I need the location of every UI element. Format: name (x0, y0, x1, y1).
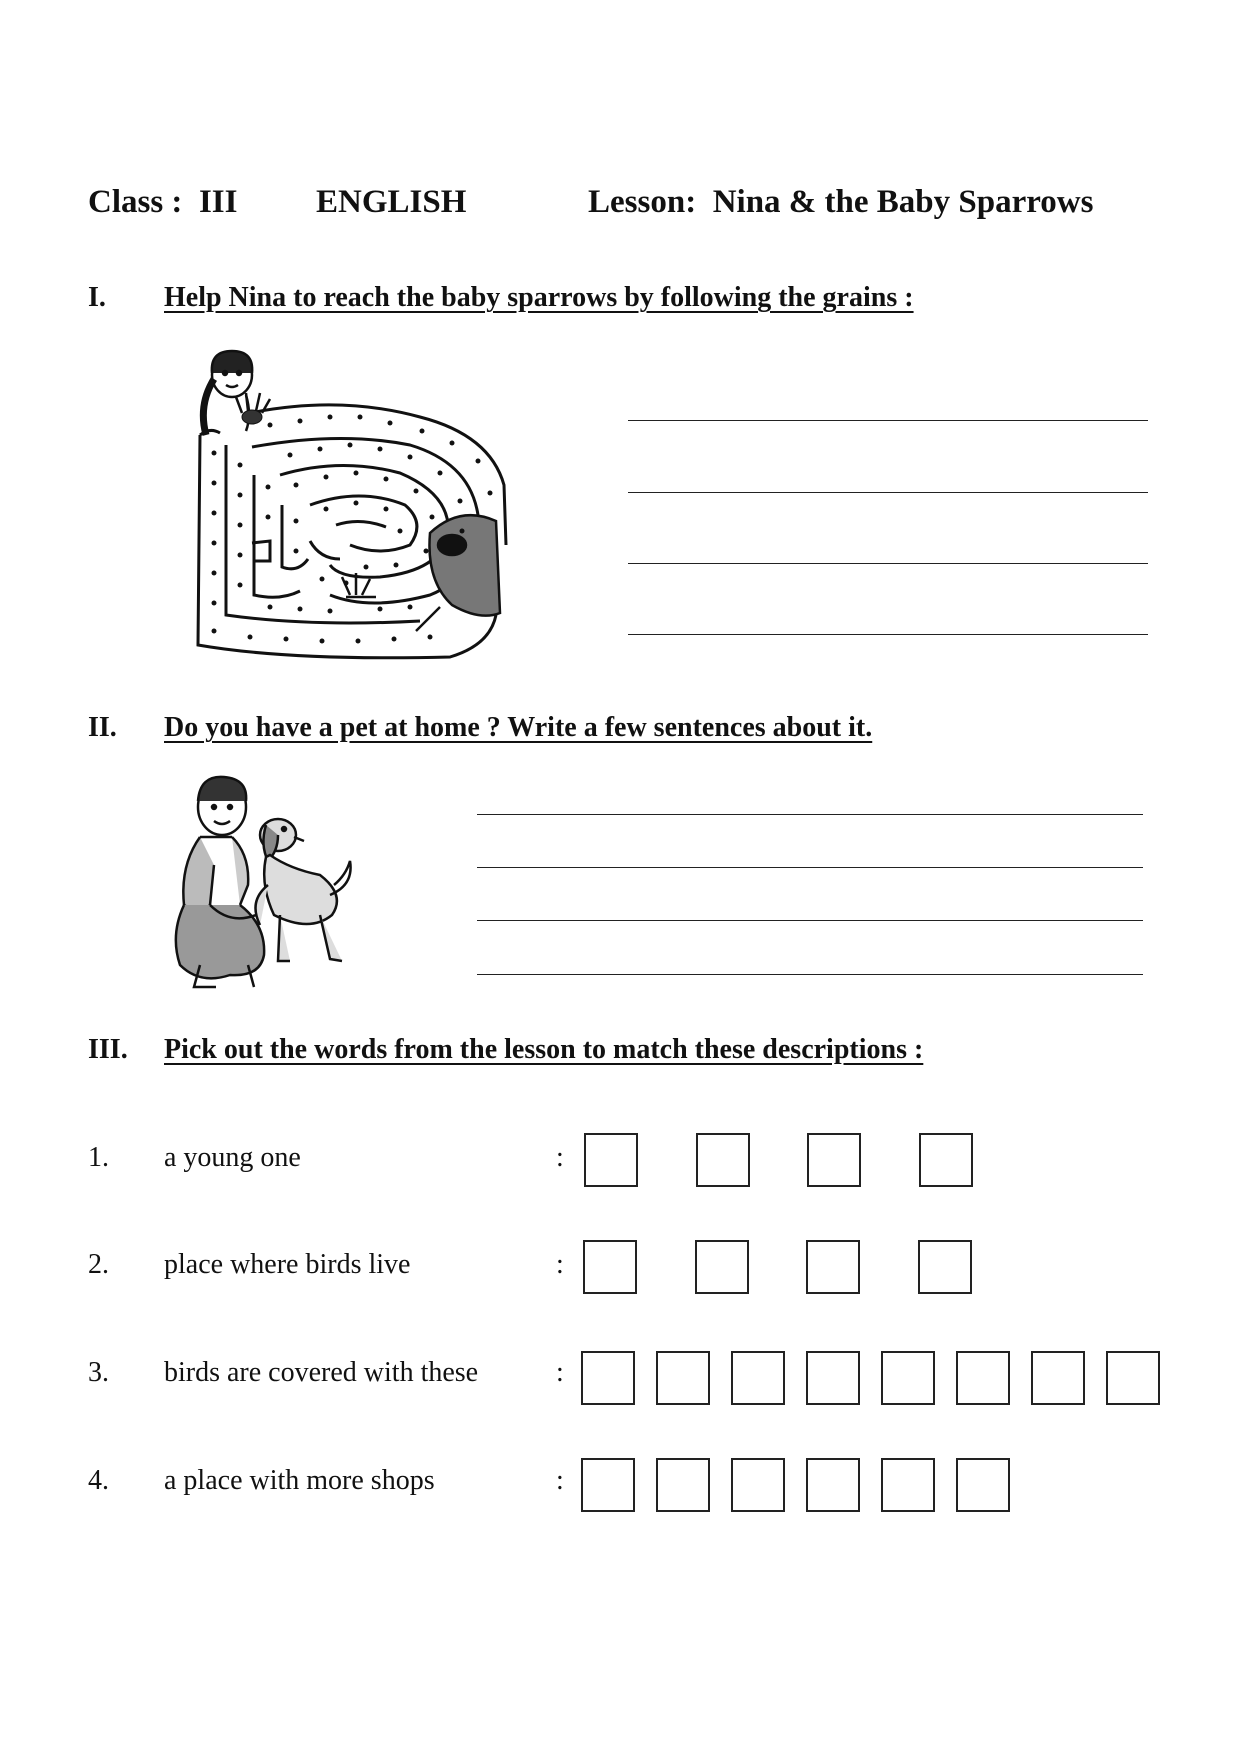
lesson-heading: Lesson: Nina & the Baby Sparrows (588, 184, 1094, 220)
letter-box[interactable] (919, 1133, 973, 1187)
class-label: Class : III (88, 184, 238, 220)
answer-line[interactable] (477, 867, 1143, 868)
answer-line[interactable] (477, 920, 1143, 921)
question-3-number: III. (88, 1034, 128, 1065)
item-3-number: 3. (88, 1357, 109, 1388)
letter-box[interactable] (581, 1351, 635, 1405)
nest-icon (416, 515, 500, 631)
letter-box[interactable] (1106, 1351, 1160, 1405)
letter-box[interactable] (881, 1351, 935, 1405)
letter-box[interactable] (731, 1458, 785, 1512)
item-4-number: 4. (88, 1465, 109, 1496)
answer-line[interactable] (628, 563, 1148, 564)
letter-box[interactable] (918, 1240, 972, 1294)
letter-box[interactable] (806, 1351, 860, 1405)
letter-box[interactable] (1031, 1351, 1085, 1405)
question-2-number: II. (88, 712, 117, 743)
letter-box[interactable] (731, 1351, 785, 1405)
subject: ENGLISH (316, 184, 467, 220)
letter-box[interactable] (696, 1133, 750, 1187)
letter-box[interactable] (581, 1458, 635, 1512)
answer-line[interactable] (628, 492, 1148, 493)
item-2-number: 2. (88, 1249, 109, 1280)
item-4-colon: : (556, 1465, 564, 1496)
letter-box[interactable] (956, 1458, 1010, 1512)
question-2-text: Do you have a pet at home ? Write a few sentences about it. (164, 712, 873, 743)
letter-box[interactable] (695, 1240, 749, 1294)
dog-icon (256, 819, 351, 961)
letter-box[interactable] (806, 1458, 860, 1512)
item-3-text: birds are covered with these (164, 1357, 479, 1388)
letter-box[interactable] (807, 1133, 861, 1187)
letter-box[interactable] (656, 1458, 710, 1512)
lesson-title: Nina & the Baby Sparrows (712, 184, 1094, 220)
question-3-text: Pick out the words from the lesson to match these descriptions : (164, 1034, 924, 1065)
answer-line[interactable] (477, 974, 1143, 975)
answer-line[interactable] (628, 420, 1148, 421)
answer-line[interactable] (477, 814, 1143, 815)
item-4-text: a place with more shops (164, 1465, 435, 1496)
boy-with-dog-illustration (170, 765, 370, 995)
item-3-colon: : (556, 1357, 564, 1388)
question-1-number: I. (88, 282, 106, 313)
item-1-text: a young one (164, 1142, 301, 1173)
question-1-text: Help Nina to reach the baby sparrows by following the grains : (164, 282, 914, 313)
letter-box[interactable] (583, 1240, 637, 1294)
answer-line[interactable] (628, 634, 1148, 635)
class-value: III (198, 184, 238, 220)
plant-icon (236, 393, 270, 424)
maze-illustration (190, 345, 520, 675)
letter-box[interactable] (806, 1240, 860, 1294)
item-2-text: place where birds live (164, 1249, 411, 1280)
letter-box[interactable] (584, 1133, 638, 1187)
item-1-number: 1. (88, 1142, 109, 1173)
letter-box[interactable] (656, 1351, 710, 1405)
item-2-colon: : (556, 1249, 564, 1280)
item-1-colon: : (556, 1142, 564, 1173)
letter-box[interactable] (956, 1351, 1010, 1405)
letter-box[interactable] (881, 1458, 935, 1512)
